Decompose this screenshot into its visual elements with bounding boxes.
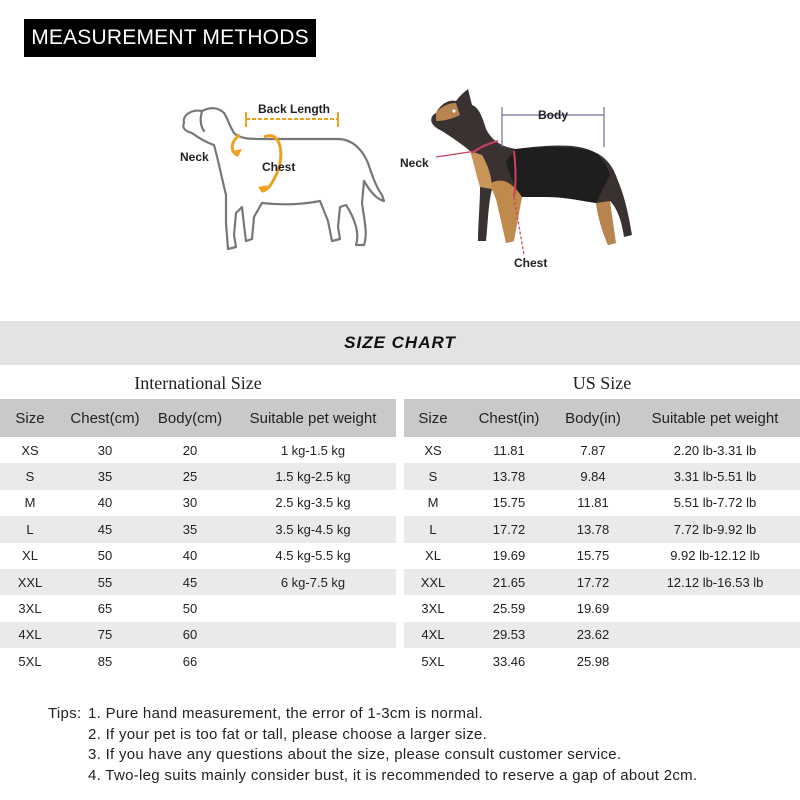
- cell-chest: 50: [97, 548, 113, 564]
- cell-body: 25: [150, 463, 230, 489]
- cell-weight: [630, 648, 800, 674]
- table-row: [404, 648, 800, 674]
- cell-body: 11.81: [577, 495, 609, 511]
- table-row: [0, 516, 396, 542]
- cell-weight: 12.12 lb-16.53 lb: [630, 569, 800, 595]
- cell-size: XXL: [0, 569, 60, 595]
- cell-weight: 3.5 kg-4.5 kg: [230, 516, 396, 542]
- header-size: Size: [404, 399, 462, 437]
- table-row: [404, 569, 800, 595]
- cell-chest: 11.81: [493, 442, 525, 458]
- header-weight: Suitable pet weight: [230, 399, 396, 437]
- cell-size: XL: [425, 548, 441, 564]
- tips-section: [48, 704, 697, 786]
- cell-size: XS: [424, 442, 442, 458]
- cell-weight: 2.5 kg-3.5 kg: [275, 495, 351, 511]
- size-chart-title: SIZE CHART: [344, 333, 456, 352]
- tip-text: 3. If you have any questions about the size, please consult customer service.: [88, 746, 622, 763]
- us-size-table: [404, 399, 800, 675]
- tip-item: [48, 745, 697, 766]
- cell-body: 20: [182, 442, 198, 458]
- cell-body: 30: [182, 495, 198, 511]
- cell-body: 60: [150, 622, 230, 648]
- cell-chest: 21.65: [462, 569, 556, 595]
- table-row: [0, 437, 396, 463]
- outline-dog-diagram: [170, 95, 390, 265]
- size-chart-band: [0, 321, 800, 365]
- cell-size: L: [0, 516, 60, 542]
- cell-chest: 15.75: [492, 495, 526, 511]
- cell-weight: 1 kg-1.5 kg: [280, 442, 346, 458]
- header-body: Body(in): [556, 399, 630, 437]
- chest-label: Chest: [514, 256, 548, 270]
- cell-body: 45: [150, 569, 230, 595]
- cell-size: 4XL: [0, 622, 60, 648]
- cell-weight: [630, 622, 800, 648]
- table-row: [0, 622, 396, 648]
- cell-weight: 6 kg-7.5 kg: [230, 569, 396, 595]
- cell-weight: 5.51 lb-7.72 lb: [673, 495, 757, 511]
- us-size-title: US Size: [572, 373, 632, 393]
- table-row: [0, 463, 396, 489]
- shepherd-figure: [431, 89, 632, 245]
- international-size-table: [0, 399, 396, 675]
- cell-chest: 35: [60, 463, 150, 489]
- table-row: [0, 490, 396, 516]
- page-title: MEASUREMENT METHODS: [24, 19, 316, 57]
- table-header-row: [0, 399, 396, 437]
- tip-text: 2. If your pet is too fat or tall, please choose a larger size.: [88, 725, 488, 743]
- cell-chest: 55: [60, 569, 150, 595]
- header-size: Size: [0, 399, 60, 437]
- table-row: [0, 569, 396, 595]
- neck-label: Neck: [400, 156, 429, 170]
- cell-weight: [230, 622, 396, 648]
- cell-body: 40: [182, 548, 198, 564]
- neck-label: Neck: [180, 150, 209, 164]
- cell-size: M: [24, 495, 36, 511]
- cell-weight: [230, 595, 396, 621]
- cell-chest: 33.46: [492, 653, 526, 669]
- cell-chest: 30: [97, 442, 113, 458]
- cell-body: 50: [182, 601, 198, 617]
- cell-size: 5XL: [18, 653, 42, 669]
- cell-size: S: [0, 463, 60, 489]
- table-row: [0, 648, 396, 674]
- cell-weight: [630, 595, 800, 621]
- table-row: [404, 437, 800, 463]
- table-header-row: [404, 399, 800, 437]
- cell-chest: 25.59: [492, 601, 526, 617]
- cell-body: 7.87: [580, 442, 606, 458]
- tips-lead: Tips:: [48, 705, 82, 722]
- cell-body: 66: [182, 653, 198, 669]
- tip-text: 4. Two-leg suits mainly consider bust, it is recommended to reserve a gap of about 2cm.: [88, 766, 698, 784]
- cell-weight: 2.20 lb-3.31 lb: [673, 442, 757, 458]
- cell-body: 15.75: [576, 548, 610, 564]
- cell-chest: 13.78: [462, 463, 556, 489]
- tip-item: [48, 704, 697, 725]
- cell-chest: 40: [97, 495, 113, 511]
- cell-size: 3XL: [18, 601, 42, 617]
- cell-chest: 75: [60, 622, 150, 648]
- cell-chest: 45: [60, 516, 150, 542]
- dog-outline: [183, 108, 384, 249]
- cell-size: M: [427, 495, 439, 511]
- table-row: [0, 543, 396, 569]
- cell-weight: 4.5 kg-5.5 kg: [275, 548, 351, 564]
- cell-size: XL: [22, 548, 38, 564]
- table-row: [404, 595, 800, 621]
- cell-chest: 19.69: [492, 548, 526, 564]
- cell-size: S: [404, 463, 462, 489]
- cell-body: 23.62: [556, 622, 630, 648]
- cell-weight: 7.72 lb-9.92 lb: [630, 516, 800, 542]
- cell-body: 19.69: [576, 601, 610, 617]
- header-body: Body(cm): [150, 399, 230, 437]
- cell-size: 5XL: [421, 653, 445, 669]
- header-chest: Chest(in): [462, 399, 556, 437]
- cell-body: 13.78: [556, 516, 630, 542]
- cell-body: 17.72: [556, 569, 630, 595]
- cell-body: 25.98: [576, 653, 610, 669]
- table-row: [404, 543, 800, 569]
- cell-size: 4XL: [404, 622, 462, 648]
- cell-chest: 17.72: [462, 516, 556, 542]
- back-length-label: Back Length: [258, 102, 331, 116]
- cell-size: L: [404, 516, 462, 542]
- chest-label: Chest: [262, 160, 296, 174]
- cell-body: 35: [150, 516, 230, 542]
- table-row: [404, 490, 800, 516]
- cell-size: XS: [21, 442, 39, 458]
- tip-item: [48, 766, 697, 787]
- cell-chest: 85: [97, 653, 113, 669]
- tip-text: 1. Pure hand measurement, the error of 1-3cm is normal.: [88, 705, 484, 722]
- neck-pointer: [436, 151, 476, 157]
- cell-body: 9.84: [556, 463, 630, 489]
- header-weight: Suitable pet weight: [630, 399, 800, 437]
- cell-chest: 29.53: [462, 622, 556, 648]
- cell-weight: 9.92 lb-12.12 lb: [670, 548, 760, 564]
- cell-size: XXL: [404, 569, 462, 595]
- table-row: [404, 516, 800, 542]
- body-label: Body: [538, 108, 568, 122]
- cell-weight: 1.5 kg-2.5 kg: [230, 463, 396, 489]
- table-row: [404, 622, 800, 648]
- cell-size: 3XL: [421, 601, 445, 617]
- tip-item: [48, 725, 697, 746]
- table-row: [404, 463, 800, 489]
- international-size-title: International Size: [134, 373, 262, 393]
- cell-weight: 3.31 lb-5.51 lb: [630, 463, 800, 489]
- cell-chest: 65: [97, 601, 113, 617]
- table-row: [0, 595, 396, 621]
- shepherd-dog-diagram: [396, 85, 646, 275]
- header-chest: Chest(cm): [60, 399, 150, 437]
- cell-weight: [230, 648, 396, 674]
